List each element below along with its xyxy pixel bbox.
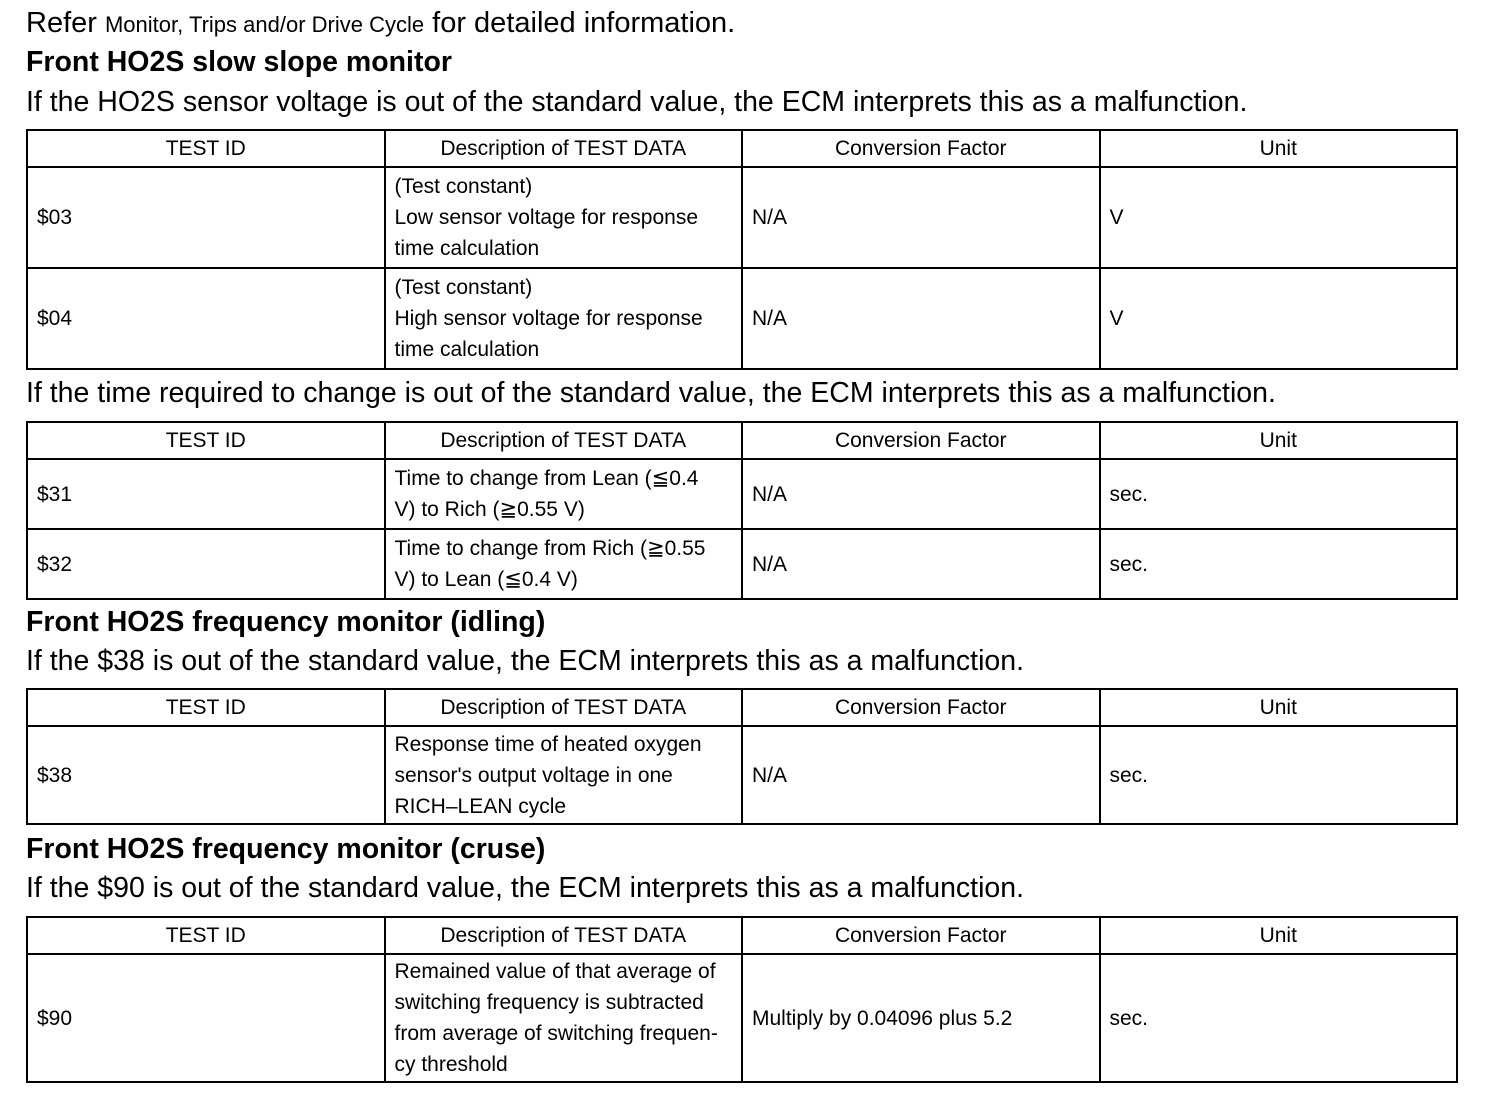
refer-word: Refer — [26, 7, 97, 39]
table-row — [27, 268, 1457, 369]
refer-rest: for detailed information. — [432, 7, 736, 39]
header-unit: Unit — [1100, 130, 1458, 167]
cell-description: Time to change from Rich (≧0.55 V) to Lean (≦0.4 V) — [385, 529, 743, 599]
cell-unit: sec. — [1100, 726, 1458, 824]
cell-conversion: N/A — [742, 529, 1100, 599]
test-data-table — [26, 688, 1458, 825]
cell-description: (Test constant) Low sensor voltage for response time calculation — [385, 167, 743, 268]
section-title: Front HO2S frequency monitor (cruse) — [26, 833, 546, 865]
header-unit: Unit — [1100, 689, 1458, 726]
header-conversion: Conversion Factor — [742, 130, 1100, 167]
cell-unit: sec. — [1100, 954, 1458, 1082]
table-header-row — [27, 422, 1457, 459]
table-header-row — [27, 689, 1457, 726]
cell-description: (Test constant) High sensor voltage for response time calculation — [385, 268, 743, 369]
header-test-id: TEST ID — [27, 130, 385, 167]
cell-unit: sec. — [1100, 459, 1458, 529]
cell-test-id: $31 — [27, 459, 385, 529]
table-row — [27, 529, 1457, 599]
header-conversion: Conversion Factor — [742, 917, 1100, 954]
cell-conversion: N/A — [742, 726, 1100, 824]
header-test-id: TEST ID — [27, 422, 385, 459]
header-conversion: Conversion Factor — [742, 689, 1100, 726]
section-title: Front HO2S slow slope monitor — [26, 46, 452, 78]
cell-description: Response time of heated oxygen sensor's output voltage in one RICH–LEAN cycle — [385, 726, 743, 824]
header-test-id: TEST ID — [27, 689, 385, 726]
cell-description: Remained value of that average of switching frequency is subtracted from average of switching frequen- cy threshold — [385, 954, 743, 1082]
cell-conversion: Multiply by 0.04096 plus 5.2 — [742, 954, 1100, 1082]
section-paragraph: If the $38 is out of the standard value, the ECM interprets this as a malfunction. — [26, 645, 1025, 677]
table-row — [27, 167, 1457, 268]
table-header-row — [27, 917, 1457, 954]
cell-conversion: N/A — [742, 459, 1100, 529]
table-row — [27, 954, 1457, 1082]
cell-description: Time to change from Lean (≦0.4 V) to Rich (≧0.55 V) — [385, 459, 743, 529]
test-data-table — [26, 129, 1458, 370]
cell-test-id: $38 — [27, 726, 385, 824]
section-paragraph: If the time required to change is out of the standard value, the ECM interprets this as a malfunction. — [26, 377, 1276, 409]
cell-unit: sec. — [1100, 529, 1458, 599]
header-test-id: TEST ID — [27, 917, 385, 954]
cell-test-id: $32 — [27, 529, 385, 599]
table-header-row — [27, 130, 1457, 167]
header-description: Description of TEST DATA — [385, 917, 743, 954]
refer-line — [26, 4, 735, 42]
section-title: Front HO2S frequency monitor (idling) — [26, 606, 546, 638]
header-description: Description of TEST DATA — [385, 130, 743, 167]
cell-conversion: N/A — [742, 268, 1100, 369]
header-description: Description of TEST DATA — [385, 689, 743, 726]
header-unit: Unit — [1100, 917, 1458, 954]
cell-test-id: $04 — [27, 268, 385, 369]
header-conversion: Conversion Factor — [742, 422, 1100, 459]
cell-test-id: $90 — [27, 954, 385, 1082]
cell-conversion: N/A — [742, 167, 1100, 268]
section-paragraph: If the HO2S sensor voltage is out of the standard value, the ECM interprets this as a malfunction. — [26, 86, 1248, 118]
table-row — [27, 459, 1457, 529]
header-unit: Unit — [1100, 422, 1458, 459]
cell-unit: V — [1100, 167, 1458, 268]
test-data-table — [26, 421, 1458, 600]
section-paragraph: If the $90 is out of the standard value, the ECM interprets this as a malfunction. — [26, 872, 1025, 904]
test-data-table — [26, 916, 1458, 1083]
refer-links: Monitor, Trips and/or Drive Cycle — [104, 12, 425, 37]
table-row — [27, 726, 1457, 824]
cell-test-id: $03 — [27, 167, 385, 268]
cell-unit: V — [1100, 268, 1458, 369]
header-description: Description of TEST DATA — [385, 422, 743, 459]
